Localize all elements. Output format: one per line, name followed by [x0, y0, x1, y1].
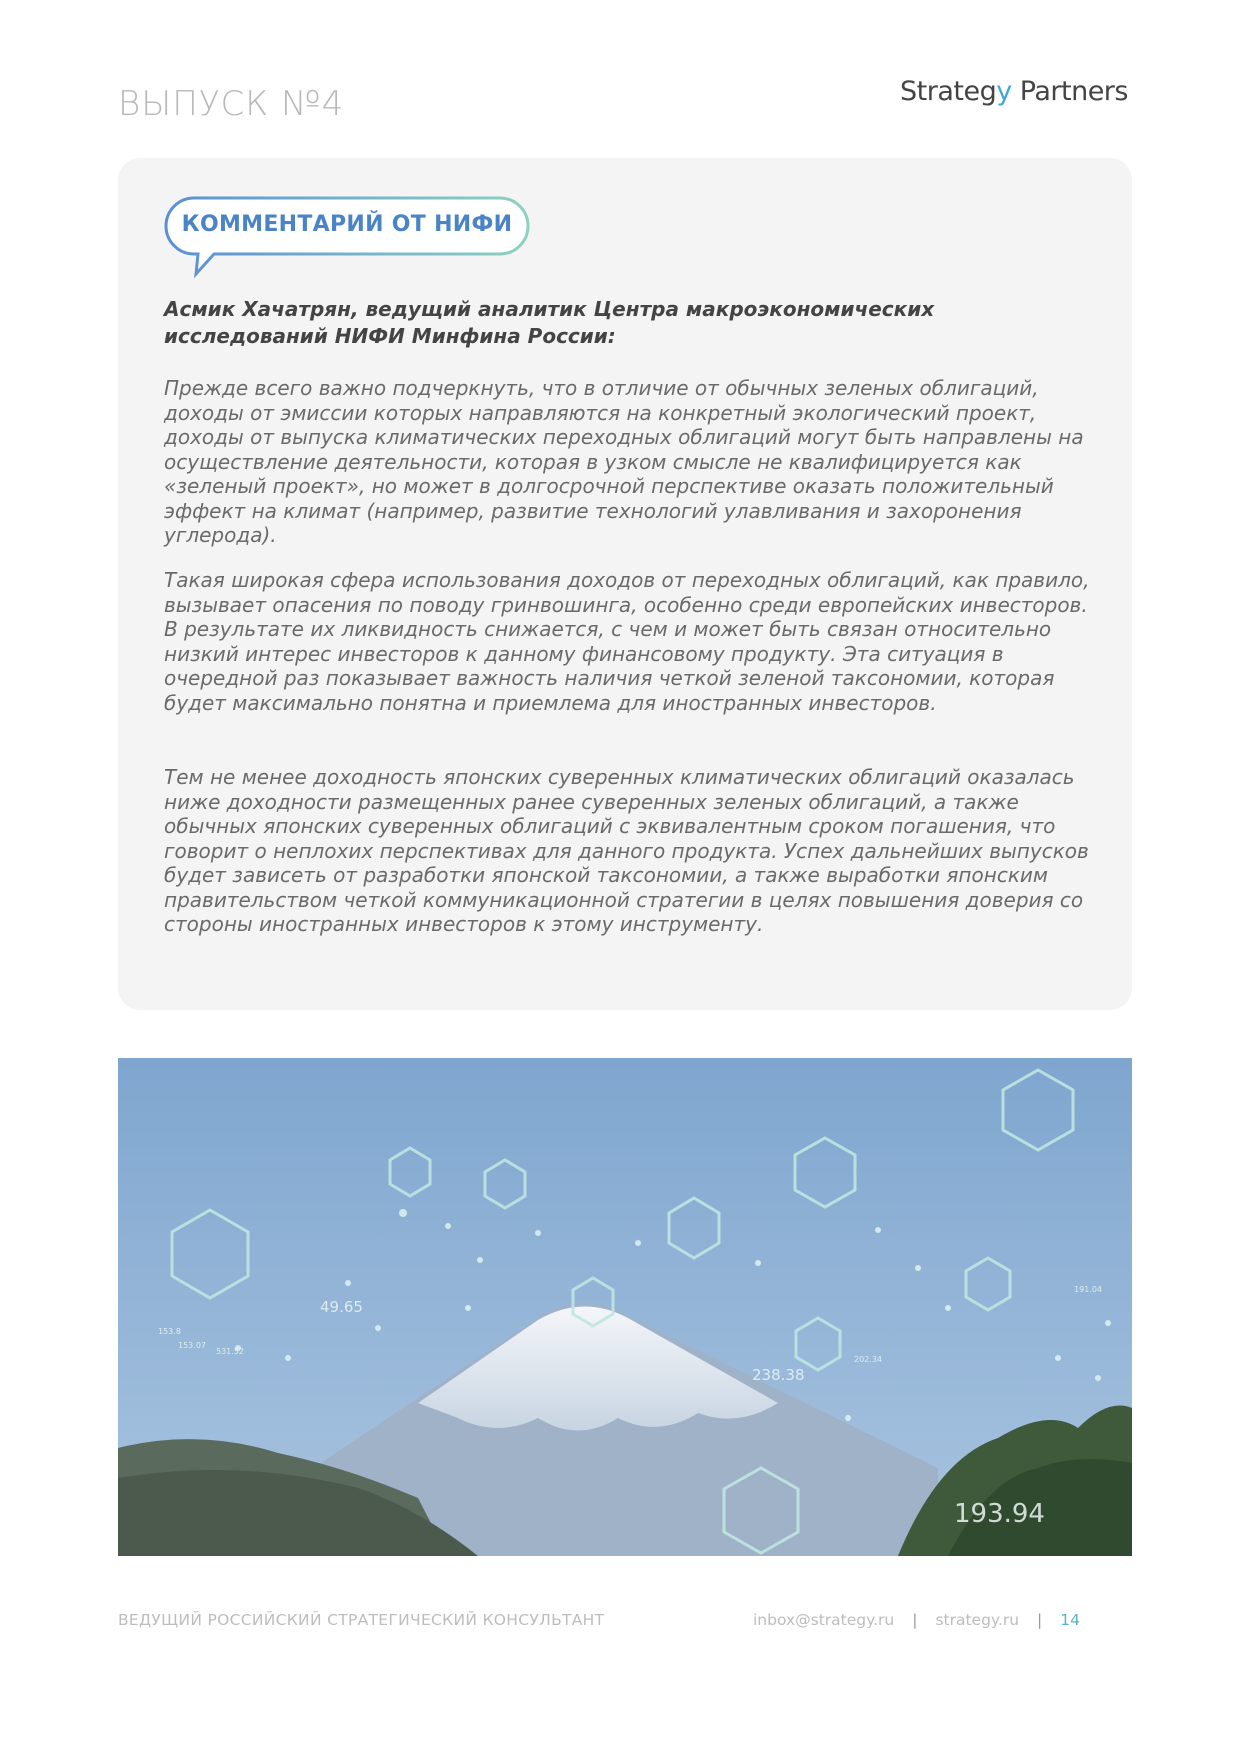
logo-text-2: Partners — [1011, 76, 1128, 107]
image-number-4: 153.8 — [158, 1327, 181, 1336]
author-line: Асмик Хачатрян, ведущий аналитик Центра макроэкономических исследований НИФИ Минфина России: — [164, 297, 935, 348]
paragraph-1: Прежде всего важно подчеркнуть, что в отличие от обычных зеленых облигаций, доходы от эмиссии которых направляются на конкретный экологический проект, доходы от выпуска климатических переходных облигаций могут быть направлены на осуществление деятельности, которая в узком смысле не квалифицируется как «зеленый проект», но может в долгосрочной перспективе оказать положительный эффект на климат (например, развитие технологий улавливания и захоронения углерода). — [164, 376, 1084, 547]
footer-tagline: ВЕДУЩИЙ РОССИЙСКИЙ СТРАТЕГИЧЕСКИЙ КОНСУЛЬТАНТ — [118, 1611, 605, 1629]
image-number-6: 191.04 — [1074, 1285, 1102, 1294]
footer-separator: | — [1037, 1611, 1043, 1629]
page-number: 14 — [1060, 1611, 1080, 1629]
paragraph-2: Такая широкая сфера использования доходов от переходных облигаций, как правило, вызывает опасения по поводу гринвошинга, особенно среди европейских инвесторов. В результате их ликвидность снижается, с чем и может быть связан относительно низкий интерес инвесторов к данному финансовому продукту. Эта ситуация в очередной раз показывает важность наличия четкой зеленой таксономии, которая будет максимально понятна и приемлема для иностранных инвесторов. — [164, 568, 1090, 715]
paragraph-3: Тем не менее доходность японских суверенных климатических облигаций оказалась ниже доходности размещенных ранее суверенных зеленых облигаций, а также обычных японских суверенных облигаций с эквивалентным сроком погашения, что говорит о неплохих перспективах для данного продукта. Успех дальнейших выпусков будет зависеть от разработки японской таксономии, а также выработки японским правительством четкой коммуникационной стратегии в целях повышения доверия со стороны иностранных инвесторов к этому инструменту. — [164, 765, 1089, 936]
company-logo — [900, 76, 1128, 107]
footer-separator: | — [912, 1611, 918, 1629]
footer-contacts — [753, 1611, 1080, 1629]
footer-site-link[interactable]: strategy.ru — [935, 1611, 1020, 1629]
logo-accent-letter: y — [996, 76, 1012, 107]
comment-label: КОММЕНТАРИЙ ОТ НИФИ — [181, 212, 513, 237]
footer-email-link[interactable]: inbox@strategy.ru — [753, 1611, 895, 1629]
image-number-1: 49.65 — [320, 1298, 363, 1316]
image-number-5: 202.34 — [854, 1355, 882, 1364]
mount-fuji-green-tech-image — [118, 1058, 1132, 1556]
logo-text-1: Strateg — [900, 76, 997, 107]
image-number-8: 153.07 — [178, 1341, 206, 1350]
image-number-7: 531.52 — [216, 1347, 244, 1356]
image-number-3: 193.94 — [954, 1499, 1045, 1529]
image-number-2: 238.38 — [752, 1366, 805, 1384]
issue-title: ВЫПУСК №4 — [118, 84, 345, 124]
